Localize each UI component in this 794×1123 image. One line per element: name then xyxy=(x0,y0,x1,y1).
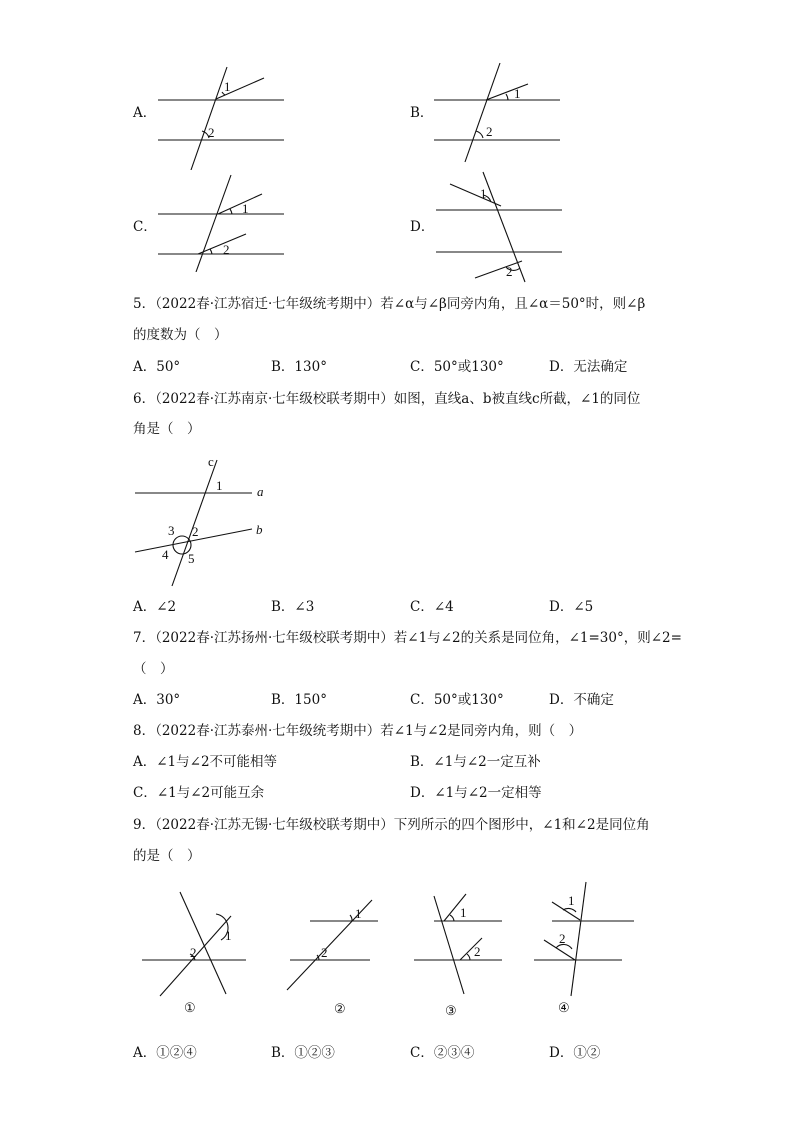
line-a-label: a xyxy=(257,484,264,499)
angle-1-label: 1 xyxy=(480,186,487,201)
option-a-label: A． xyxy=(133,105,157,121)
q6-stem-line1: 6．（2022春·江苏南京·七年级校联考期中）如图，直线a、b被直线c所截，∠1的同位 xyxy=(133,391,641,407)
q6-figure xyxy=(130,448,280,588)
angle-2-label: 2 xyxy=(208,125,215,140)
q4-figure-c xyxy=(150,172,290,272)
angle-1-label: 1 xyxy=(568,893,575,908)
angle-1-label: 1 xyxy=(216,478,223,493)
angle-2-label: 2 xyxy=(559,931,566,946)
q9-option-b: B．①②③ xyxy=(271,1045,335,1061)
q7-option-c: C．50°或130° xyxy=(410,692,504,708)
q7-option-d: D．不确定 xyxy=(549,692,614,708)
angle-2-label: 2 xyxy=(192,524,199,539)
q7-option-a: A．30° xyxy=(133,692,181,708)
q9-stem-line1: 9．（2022春·江苏无锡·七年级校联考期中）下列所示的四个图形中，∠1和∠2是同位角 xyxy=(133,817,650,833)
angle-2-label: 2 xyxy=(474,944,481,959)
q6-stem-line2: 角是（ ） xyxy=(133,421,201,437)
q4-figure-b xyxy=(428,60,568,170)
q5-option-b: B．130° xyxy=(271,359,327,375)
line-c-label: c xyxy=(208,454,214,469)
q4-figure-a xyxy=(150,60,290,170)
q7-stem-line1: 7．（2022春·江苏扬州·七年级校联考期中）若∠1与∠2的关系是同位角，∠1=30°，则∠2= xyxy=(133,630,682,646)
q6-option-d: D．∠5 xyxy=(549,599,594,615)
figure-4-number: ④ xyxy=(558,1000,570,1015)
line-b-label: b xyxy=(256,522,263,537)
q8-option-a: A．∠1与∠2不可能相等 xyxy=(133,754,278,770)
angle-1-label: 1 xyxy=(355,906,362,921)
option-b-label: B． xyxy=(410,105,434,121)
angle-2-label: 2 xyxy=(486,124,493,139)
q5-option-c: C．50°或130° xyxy=(410,359,504,375)
q5-option-d: D．无法确定 xyxy=(549,359,628,375)
q5-stem-line2: 的度数为（ ） xyxy=(133,327,228,343)
angle-3-label: 3 xyxy=(168,523,175,538)
angle-1-label: 1 xyxy=(460,905,467,920)
figure-3-number: ③ xyxy=(445,1003,457,1018)
angle-2-label: 2 xyxy=(190,945,197,960)
q5-option-a: A．50° xyxy=(133,359,181,375)
q8-option-d: D．∠1与∠2一定相等 xyxy=(410,785,542,801)
q9-figure-2 xyxy=(282,890,382,1020)
angle-2-label: 2 xyxy=(223,242,230,257)
q6-option-a: A．∠2 xyxy=(133,599,177,615)
q8-option-b: B．∠1与∠2一定互补 xyxy=(410,754,541,770)
q6-option-b: B．∠3 xyxy=(271,599,315,615)
angle-2-label: 2 xyxy=(321,945,328,960)
figure-1-number: ① xyxy=(184,1000,196,1015)
q9-option-c: C．②③④ xyxy=(410,1045,475,1061)
q5-stem-line1: 5．（2022春·江苏宿迁·七年级统考期中）若∠α与∠β同旁内角，且∠α＝50°时，则∠β xyxy=(133,296,646,312)
q9-figure-3 xyxy=(408,890,508,1020)
figure-2-number: ② xyxy=(334,1001,346,1016)
q9-stem-line2: 的是（ ） xyxy=(133,848,201,864)
angle-2-label: 2 xyxy=(506,264,513,279)
angle-5-label: 5 xyxy=(188,551,195,566)
q7-stem-line2: （ ） xyxy=(133,661,174,677)
q7-option-b: B．150° xyxy=(271,692,327,708)
q8-option-c: C．∠1与∠2可能互余 xyxy=(133,785,265,801)
option-c-label: C． xyxy=(133,219,157,235)
angle-1-label: 1 xyxy=(225,928,232,943)
q8-stem-line1: 8．（2022春·江苏泰州·七年级统考期中）若∠1与∠2是同旁内角，则（ ） xyxy=(133,723,583,739)
option-d-label: D． xyxy=(410,219,435,235)
angle-1-label: 1 xyxy=(242,201,249,216)
q9-option-d: D．①② xyxy=(549,1045,601,1061)
angle-1-label: 1 xyxy=(224,79,231,94)
q9-figure-4 xyxy=(530,878,640,1023)
q6-option-c: C．∠4 xyxy=(410,599,454,615)
q9-figure-1 xyxy=(138,880,256,1020)
q4-figure-d xyxy=(428,170,568,285)
q9-option-a: A．①②④ xyxy=(133,1045,197,1061)
angle-4-label: 4 xyxy=(162,547,169,562)
angle-1-label: 1 xyxy=(514,86,521,101)
